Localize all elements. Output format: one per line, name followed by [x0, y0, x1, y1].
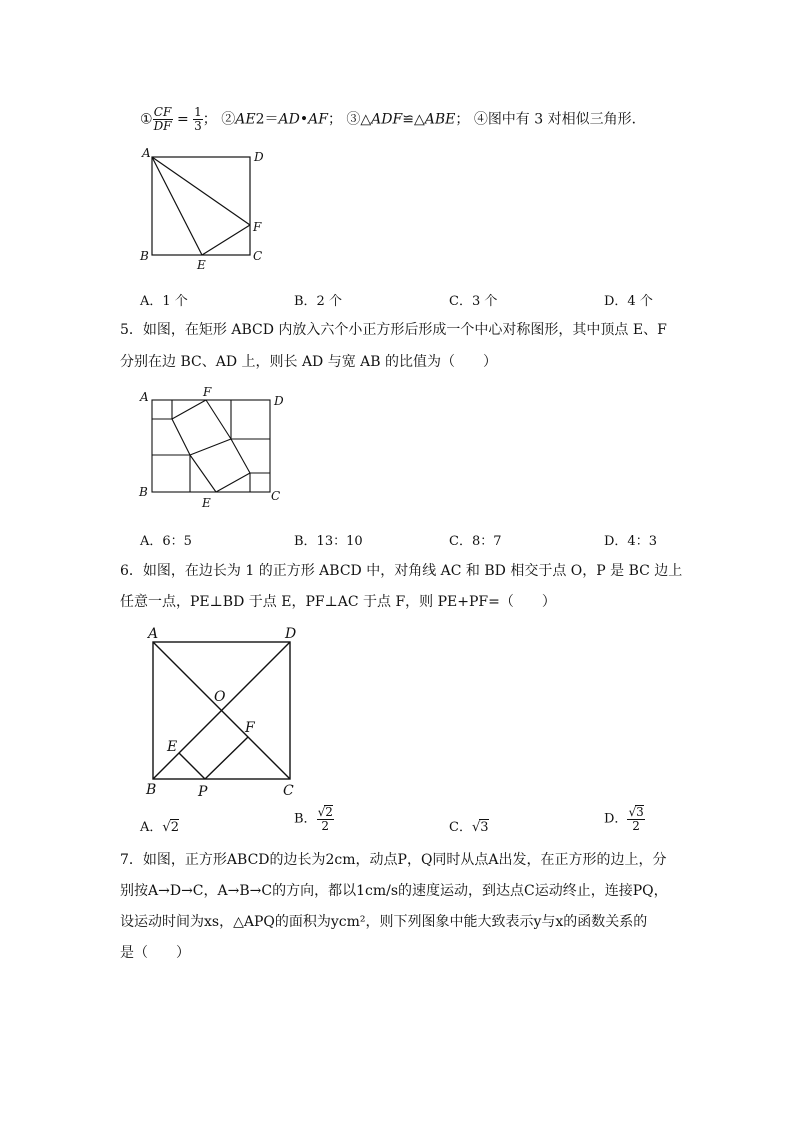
segment-pf	[205, 737, 248, 779]
q4-figure	[135, 142, 275, 272]
rectangle-abcd	[152, 400, 270, 492]
q5-stem-line2: 分别在边 BC、AD 上，则长 AD 与宽 AB 的比值为（ ）	[120, 354, 498, 370]
q4-option-a[interactable]: A．1 个	[140, 294, 188, 309]
label-b: B	[146, 782, 157, 798]
label-p: P	[198, 784, 208, 800]
label-e: E	[197, 258, 206, 272]
q4-option-d[interactable]: D．4 个	[604, 294, 653, 309]
label-o: O	[214, 689, 226, 705]
q7-stem-line2: 别按A→D→C，A→B→C的方向，都以1cm/s的速度运动，到达点C运动终止，连接PQ，	[120, 883, 668, 899]
label-f: F	[203, 385, 212, 399]
label-e: E	[202, 496, 211, 510]
q4-statements: ① $\frac{CF}{DF}$ = $\frac{1}{3}$ ； ②AE2＝AD•AF； ③△ADF≌△ABE； ④图中有 3 对相似三角形．	[140, 105, 646, 133]
segment-ef	[202, 225, 250, 255]
q5-option-a[interactable]: A．6：5	[140, 534, 192, 549]
label-f: F	[253, 220, 262, 234]
square-abcd	[152, 157, 250, 255]
label-c: C	[253, 249, 263, 263]
segment-af	[152, 157, 250, 225]
circle-2: ②	[221, 111, 236, 128]
q5-option-d[interactable]: D．4：3	[604, 534, 657, 549]
q6-option-b[interactable]: B． $\frac{√2}{2}$	[294, 805, 333, 833]
segment-pe	[179, 753, 205, 779]
label-a: A	[142, 146, 151, 160]
label-a: A	[148, 626, 159, 642]
circle-1: ①	[140, 111, 153, 128]
q6-option-c[interactable]: C．√3	[449, 820, 489, 835]
q7-stem-line3: 设运动时间为xs，△APQ的面积为ycm²，则下列图象中能大致表示y与x的函数关系的	[120, 914, 648, 930]
q4-option-b[interactable]: B．2 个	[294, 294, 342, 309]
q6-stem-line1: 6．如图，在边长为 1 的正方形 ABCD 中，对角线 AC 和 BD 相交于点 O，P 是 BC 边上	[120, 563, 683, 579]
label-f: F	[245, 720, 255, 736]
q4-option-c[interactable]: C．3 个	[449, 294, 498, 309]
q7-stem-line1: 7．如图，正方形ABCD的边长为2cm，动点P，Q同时从点A出发，在正方形的边上，分	[120, 852, 667, 868]
fraction-cf-df: $\frac{CF}{DF}$	[153, 105, 172, 133]
fraction-one-third: $\frac{1}{3}$	[194, 105, 202, 133]
q6-figure	[140, 624, 315, 802]
q7-stem-line4: 是（ ）	[120, 945, 190, 961]
q6-option-d[interactable]: D． $\frac{√3}{2}$	[604, 805, 644, 833]
q5-option-c[interactable]: C．8：7	[449, 534, 502, 549]
circle-4: ④	[473, 111, 488, 128]
label-b: B	[139, 485, 148, 499]
q6-option-a[interactable]: A．√2	[140, 820, 179, 835]
q5-stem-line1: 5．如图，在矩形 ABCD 内放入六个小正方形后形成一个中心对称图形，其中顶点 E、F	[120, 322, 667, 338]
label-d: D	[274, 394, 284, 408]
q5-option-b[interactable]: B．13：10	[294, 534, 363, 549]
label-d: D	[285, 626, 297, 642]
label-b: B	[140, 249, 149, 263]
q6-stem-line2: 任意一点，PE⊥BD 于点 E，PF⊥AC 于点 F，则 PE+PF=（ ）	[120, 594, 556, 610]
label-c: C	[283, 783, 294, 799]
q5-figure	[135, 384, 295, 514]
label-d: D	[254, 150, 264, 164]
segment-ae	[152, 157, 202, 255]
label-e: E	[167, 739, 178, 755]
circle-3: ③	[346, 111, 361, 128]
label-c: C	[271, 489, 281, 503]
label-a: A	[140, 390, 149, 404]
